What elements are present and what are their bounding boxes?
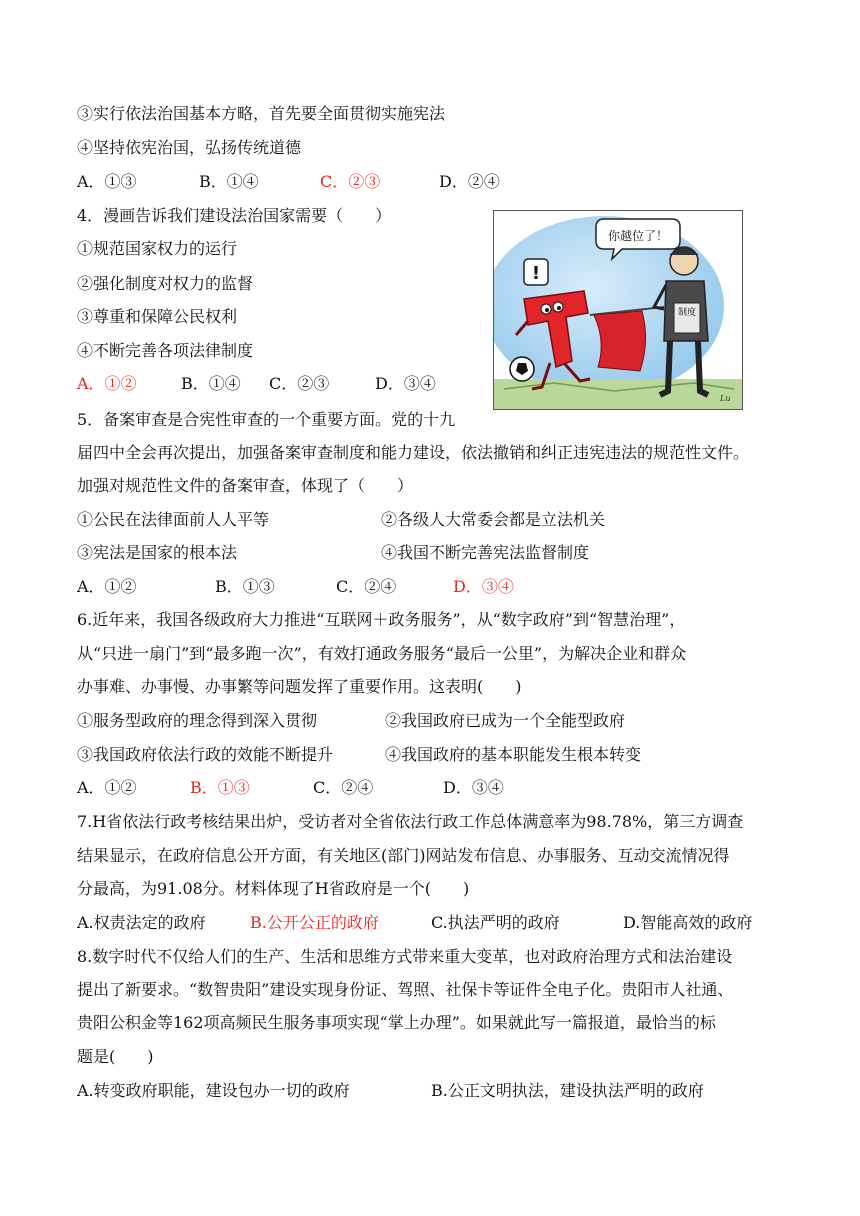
q3-option-a: A．①③ (77, 172, 137, 191)
cartoon-illustration (493, 210, 743, 410)
q8-stem-line-1: 8.数字时代不仅给人们的生产、生活和思维方式带来重大变革，也对政府治理方式和法治建设 (77, 947, 733, 966)
q4-stem: 4．漫画告诉我们建设法治国家需要（ ） (77, 206, 392, 225)
q8-stem-line-2: 提出了新要求。“数智贵阳”建设实现身份证、驾照、社保卡等证件全电子化。贵阳市人社通、 (77, 980, 734, 999)
q6-item-3: ③我国政府依法行政的效能不断提升 (77, 745, 334, 764)
q3-item-3: ③实行依法治国基本方略，首先要全面贯彻实施宪法 (77, 104, 446, 123)
q5-option-d: D．③④ (453, 577, 514, 596)
q8-stem-line-4: 题是( ) (77, 1047, 154, 1066)
q4-item-2: ②强化制度对权力的监督 (77, 274, 254, 293)
q5-stem-line-2: 届四中全会再次提出，加强备案审查制度和能力建设，依法撤销和纠正违宪违法的规范性文件。 (77, 443, 750, 462)
q7-option-a: A.权责法定的政府 (77, 913, 206, 932)
referee-label: 制度 (677, 308, 697, 318)
q5-option-a: A．①② (77, 577, 137, 596)
q3-option-c: C．②③ (320, 172, 381, 191)
q4-option-d: D．③④ (375, 374, 436, 393)
q3-item-4: ④坚持依宪治国，弘扬传统道德 (77, 138, 302, 157)
q7-stem-line-3: 分最高，为91.08分。材料体现了H省政府是一个( ) (77, 879, 470, 898)
cartoon-drawing (494, 211, 742, 409)
q4-option-a: A．①② (77, 374, 137, 393)
q5-item-1: ①公民在法律面前人人平等 (77, 510, 270, 529)
q6-item-1: ①服务型政府的理念得到深入贯彻 (77, 711, 318, 730)
q6-stem-line-2: 从“只进一扇门”到“最多跑一次”，有效打通政务服务“最后一公里”，为解决企业和群众 (77, 644, 687, 663)
q6-option-c: C．②④ (313, 778, 374, 797)
q4-option-c: C．②③ (269, 374, 330, 393)
speech-text: 你越位了！ (607, 229, 669, 243)
q7-stem-line-1: 7.H省依法行政考核结果出炉，受访者对全省依法行政工作总体满意率为98.78%，第三方调查 (77, 812, 744, 831)
q5-option-c: C．②④ (336, 577, 397, 596)
exclamation-text: ! (531, 263, 541, 284)
q5-option-b: B．①③ (215, 577, 275, 596)
soccer-ball-icon (510, 357, 534, 381)
q7-option-d: D.智能高效的政府 (623, 913, 753, 932)
q6-option-a: A．①② (77, 778, 137, 797)
q5-stem-line-3: 加强对规范性文件的备案审查，体现了（ ） (77, 476, 414, 495)
q4-item-4: ④不断完善各项法律制度 (77, 341, 254, 360)
q4-item-3: ③尊重和保障公民权利 (77, 307, 238, 326)
q6-option-b: B．①③ (190, 778, 250, 797)
q6-item-2: ②我国政府已成为一个全能型政府 (385, 711, 626, 730)
q5-item-2: ②各级人大常委会都是立法机关 (381, 510, 606, 529)
q8-option-b: B.公正文明执法，建设执法严明的政府 (431, 1081, 704, 1100)
q5-stem-line-1: 5．备案审查是合宪性审查的一个重要方面。党的十九 (77, 410, 456, 429)
q4-item-1: ①规范国家权力的运行 (77, 239, 238, 258)
q8-option-a: A.转变政府职能，建设包办一切的政府 (77, 1081, 350, 1100)
q3-option-d: D．②④ (439, 172, 500, 191)
q6-stem-line-3: 办事难、办事慢、办事繁等问题发挥了重要作用。这表明( ) (77, 677, 522, 696)
q8-stem-line-3: 贵阳公积金等162项高频民生服务事项实现“掌上办理”。如果就此写一篇报道，最恰当的标 (77, 1013, 716, 1032)
q6-item-4: ④我国政府的基本职能发生根本转变 (385, 745, 642, 764)
q7-stem-line-2: 结果显示，在政府信息公开方面，有关地区(部门)网站发布信息、办事服务、互动交流情况得 (77, 846, 730, 865)
q7-option-c: C.执法严明的政府 (431, 913, 560, 932)
q4-option-b: B．①④ (181, 374, 241, 393)
q5-item-3: ③宪法是国家的根本法 (77, 543, 238, 562)
cartoon-signature: Lu (720, 394, 731, 403)
q6-option-d: D．③④ (443, 778, 504, 797)
q3-option-b: B．①④ (199, 172, 259, 191)
exclamation-bubble (524, 259, 548, 285)
q6-stem-line-1: 6.近年来，我国各级政府大力推进“互联网＋政务服务”，从“数字政府”到“智慧治理”， (77, 610, 686, 629)
q7-option-b: B.公开公正的政府 (250, 913, 379, 932)
q5-item-4: ④我国不断完善宪法监督制度 (381, 543, 590, 562)
